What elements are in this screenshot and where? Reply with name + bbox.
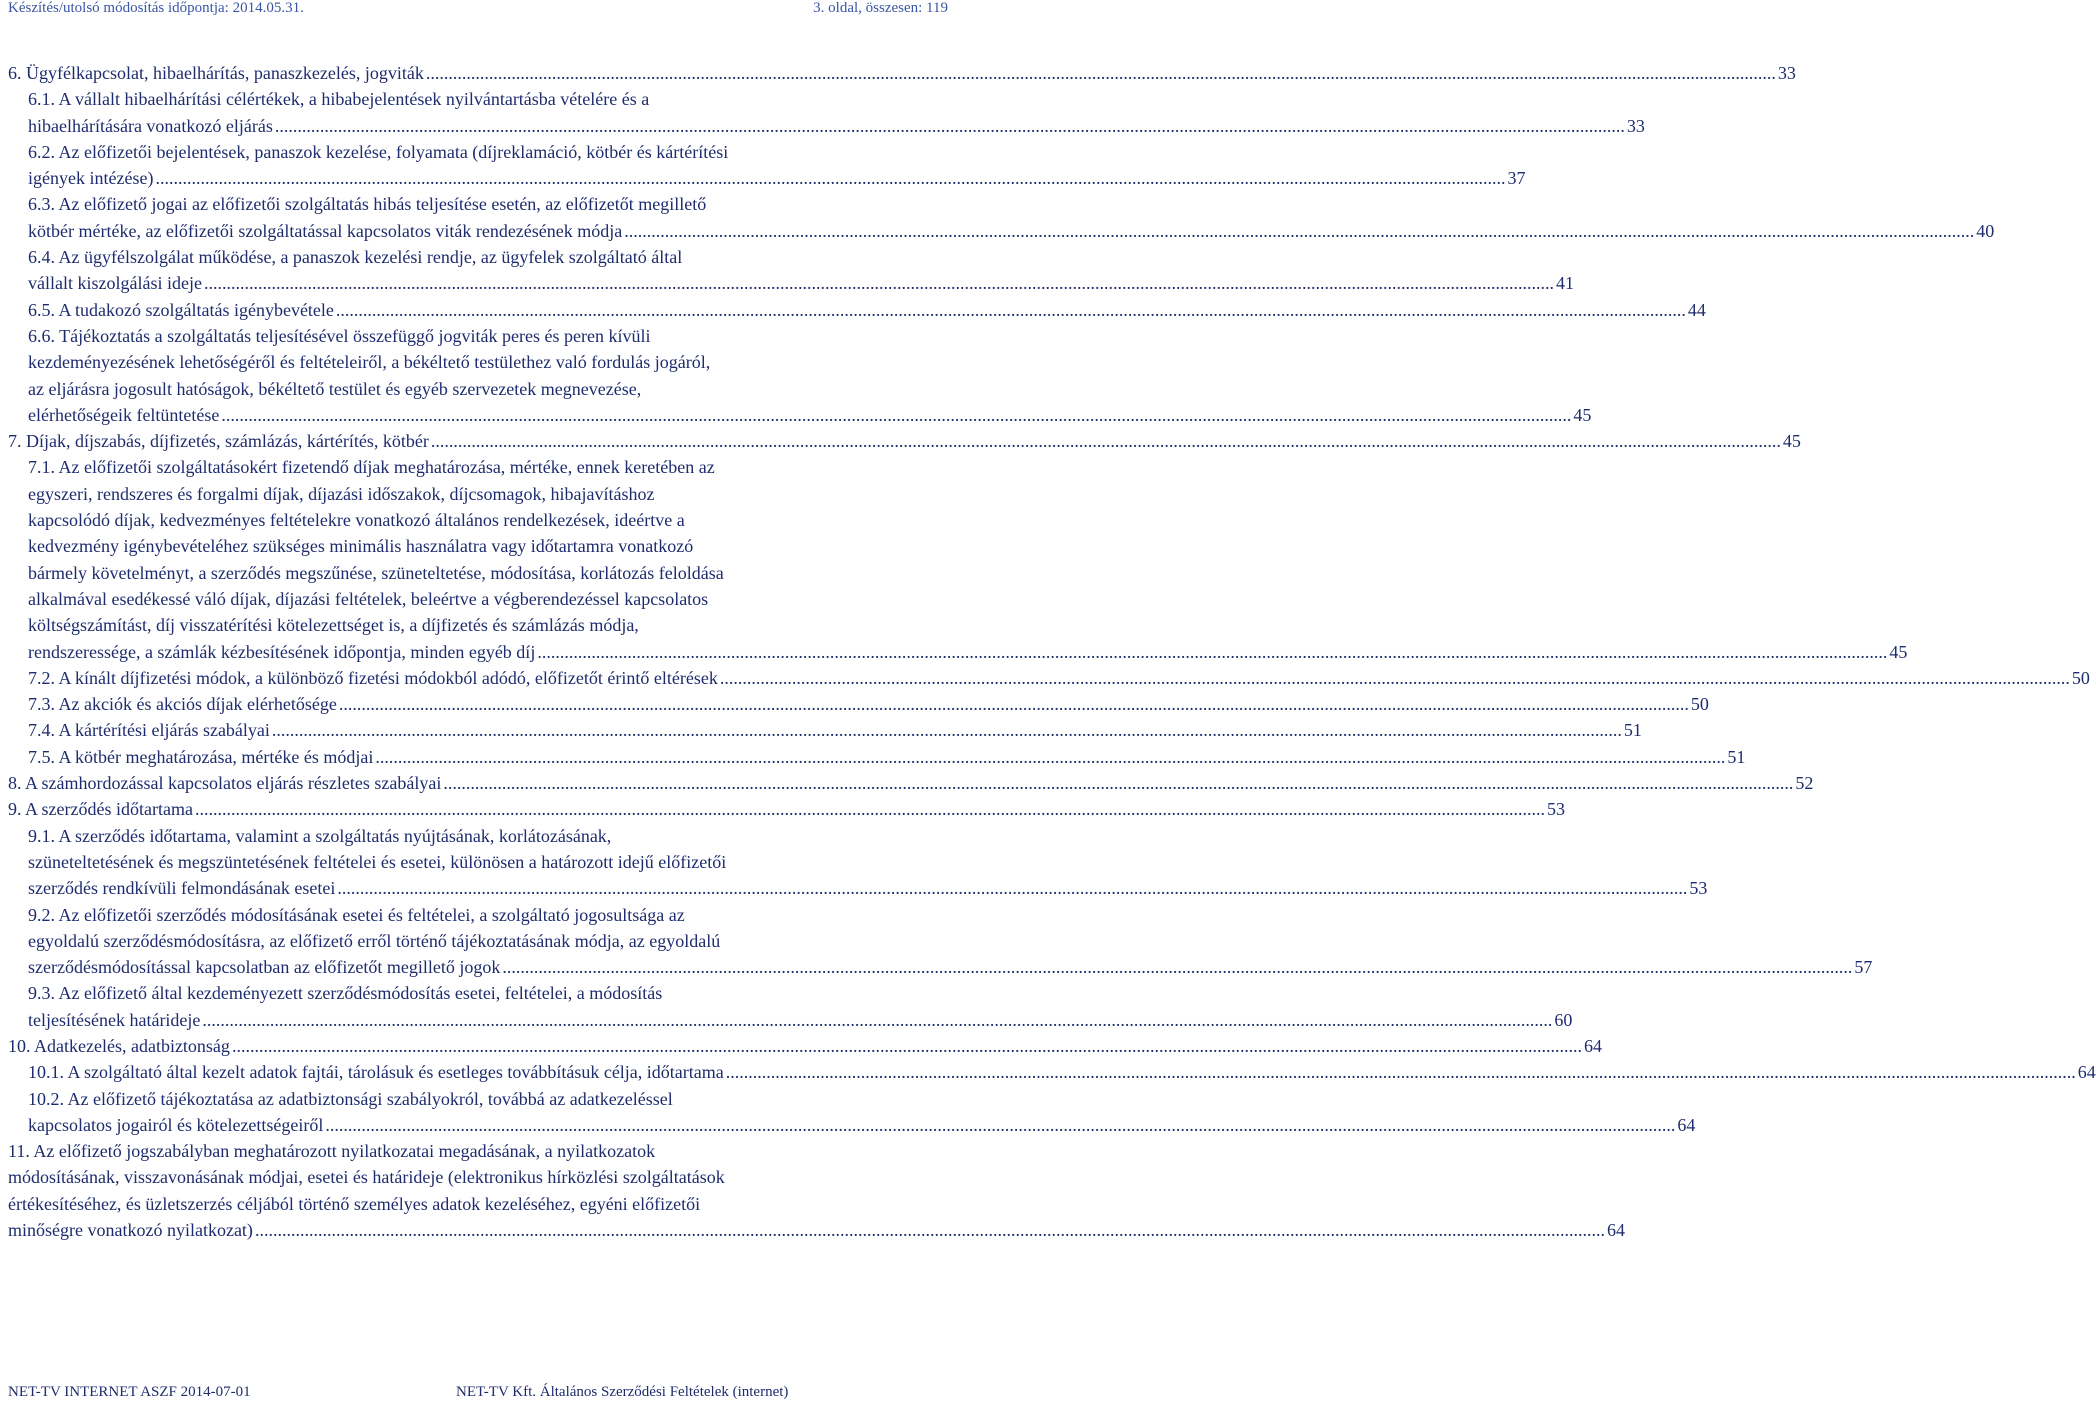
toc-entry-title: 6.5. A tudakozó szolgáltatás igénybevétele bbox=[28, 299, 334, 320]
toc-entry[interactable] bbox=[0, 323, 1592, 428]
toc-entry-title: igények intézése) bbox=[28, 168, 154, 189]
toc-dot-leader: ............................................................................................................................................................................................................................................................................................................ bbox=[502, 957, 1853, 978]
toc-entry[interactable] bbox=[0, 902, 1873, 981]
toc-dot-leader: ............................................................................................................................................................................................................................................................................................................ bbox=[335, 299, 1686, 320]
toc-page-number: 57 bbox=[1854, 957, 1873, 978]
toc-dot-leader: ............................................................................................................................................................................................................................................................................................................ bbox=[202, 1009, 1553, 1030]
toc-entry-title: 7.2. A kínált díjfizetési módok, a különböző fizetési módokból adódó, előfizetőt érintő eltérések bbox=[28, 667, 718, 688]
footer-doc-title: NET-TV Kft. Általános Szerződési Feltételek (internet) bbox=[456, 1384, 789, 1400]
toc-dot-leader: ............................................................................................................................................................................................................................................................................................................ bbox=[274, 115, 1625, 136]
toc-entry-text-line: alkalmával esedékessé váló díjak, díjazási feltételek, beleértve a végberendezéssel kapcsolatos bbox=[28, 588, 709, 609]
toc-page-number: 45 bbox=[1782, 431, 1801, 452]
footer-doc-id: NET-TV INTERNET ASZF 2014-07-01 bbox=[8, 1384, 251, 1400]
toc-page-number: 41 bbox=[1555, 273, 1574, 294]
toc-entry-text-line: 6.1. A vállalt hibaelhárítási célértékek, a hibabejelentések nyilvántartásba vételére és a bbox=[28, 89, 650, 110]
page-footer bbox=[0, 1384, 960, 1406]
toc-page-number: 64 bbox=[1677, 1114, 1696, 1135]
toc-entry[interactable] bbox=[0, 428, 1801, 454]
toc-entry-text-line: egyoldalú szerződésmódosításra, az előfizető erről történő tájékoztatásának módja, az egyoldalú bbox=[28, 930, 721, 951]
toc-dot-leader: ............................................................................................................................................................................................................................................................................................................ bbox=[271, 720, 1622, 741]
toc-dot-leader: ............................................................................................................................................................................................................................................................................................................ bbox=[203, 273, 1554, 294]
toc-page-number: 50 bbox=[1690, 694, 1709, 715]
toc-dot-leader: ............................................................................................................................................................................................................................................................................................................ bbox=[254, 1220, 1605, 1241]
toc-entry[interactable] bbox=[0, 1138, 1625, 1243]
toc-entry-text-line: 7.1. Az előfizetői szolgáltatásokért fizetendő díjak meghatározása, mértéke, ennek keretében az bbox=[28, 457, 715, 478]
toc-dot-leader: ............................................................................................................................................................................................................................................................................................................ bbox=[221, 404, 1572, 425]
toc-page-number: 52 bbox=[1795, 773, 1814, 794]
toc-entry[interactable] bbox=[0, 1086, 1696, 1139]
toc-dot-leader: ............................................................................................................................................................................................................................................................................................................ bbox=[425, 63, 1776, 83]
toc-entry-text-line: az eljárásra jogosult hatóságok, békéltető testület és egyéb szervezetek megnevezése, bbox=[28, 378, 642, 399]
toc-dot-leader: ............................................................................................................................................................................................................................................................................................................ bbox=[725, 1062, 2076, 1083]
toc-entry[interactable] bbox=[0, 191, 1995, 244]
toc-dot-leader: ............................................................................................................................................................................................................................................................................................................ bbox=[194, 799, 1545, 820]
toc-dot-leader: ............................................................................................................................................................................................................................................................................................................ bbox=[443, 773, 1794, 794]
toc-entry-title: rendszeressége, a számlák kézbesítésének időpontja, minden egyéb díj bbox=[28, 641, 536, 662]
toc-entry-title: 9. A szerződés időtartama bbox=[8, 799, 193, 820]
toc-entry[interactable] bbox=[0, 1033, 1602, 1059]
toc-entry[interactable] bbox=[0, 86, 1645, 139]
toc-entry[interactable] bbox=[0, 770, 1814, 796]
toc-page-number: 45 bbox=[1573, 404, 1592, 425]
header-timestamp: Készítés/utolsó módosítás időpontja: 2014.05.31. bbox=[8, 0, 304, 16]
toc-dot-leader: ............................................................................................................................................................................................................................................................................................................ bbox=[719, 667, 2070, 688]
toc-dot-leader: ............................................................................................................................................................................................................................................................................................................ bbox=[155, 168, 1506, 189]
page-header bbox=[0, 0, 960, 22]
toc-page-number: 51 bbox=[1623, 720, 1642, 741]
toc-page-number: 60 bbox=[1554, 1009, 1573, 1030]
toc-dot-leader: ............................................................................................................................................................................................................................................................................................................ bbox=[430, 431, 1781, 452]
toc-entry-text-line: kezdeményezésének lehetőségéről és feltételeiről, a békéltető testülethez való fordulás jogáról, bbox=[28, 352, 711, 373]
toc-entry[interactable] bbox=[0, 665, 2090, 691]
toc-entry-text-line: 9.3. Az előfizető által kezdeményezett szerződésmódosítás esetei, feltételei, a módosítás bbox=[28, 983, 663, 1004]
toc-page-number: 53 bbox=[1689, 878, 1708, 899]
toc-entry[interactable] bbox=[0, 744, 1746, 770]
toc-entry-title: 7.3. Az akciók és akciós díjak elérhetősége bbox=[28, 694, 337, 715]
toc-entry-title: 7.4. A kártérítési eljárás szabályai bbox=[28, 720, 270, 741]
toc-page-number: 45 bbox=[1889, 641, 1908, 662]
toc-entry[interactable] bbox=[0, 454, 1908, 664]
toc-entry-title: 10.1. A szolgáltató által kezelt adatok fajtái, tárolásuk és esetleges továbbításuk célja, időtartama bbox=[28, 1062, 724, 1083]
toc-entry-text-line: 10.2. Az előfizető tájékoztatása az adatbiztonsági szabályokról, továbbá az adatkezeléssel bbox=[28, 1088, 673, 1109]
toc-page-number: 50 bbox=[2071, 667, 2090, 688]
toc-entry-title: szerződésmódosítással kapcsolatban az előfizetőt megillető jogok bbox=[28, 957, 501, 978]
toc-entry-text-line: kapcsolódó díjak, kedvezményes feltételekre vonatkozó általános rendelkezések, ideértve a bbox=[28, 510, 685, 531]
toc-entry[interactable] bbox=[0, 691, 1709, 717]
toc-dot-leader: ............................................................................................................................................................................................................................................................................................................ bbox=[338, 694, 1689, 715]
toc-dot-leader: ............................................................................................................................................................................................................................................................................................................ bbox=[337, 878, 1688, 899]
toc-entry-text-line: bármely követelményt, a szerződés megszűnése, szüneteltetése, módosítása, korlátozás feloldása bbox=[28, 562, 724, 583]
toc-entry-text-line: 9.2. Az előfizetői szerződés módosításának esetei és feltételei, a szolgáltató jogosultsága az bbox=[28, 904, 685, 925]
toc-entry[interactable] bbox=[0, 244, 1574, 297]
toc-entry-title: kapcsolatos jogairól és kötelezettségeiről bbox=[28, 1114, 324, 1135]
toc-page-number: 53 bbox=[1546, 799, 1565, 820]
toc-entry-text-line: 11. Az előfizető jogszabályban meghatározott nyilatkozatai megadásának, a nyilatkozatok bbox=[8, 1141, 656, 1162]
toc-entry-text-line: 6.3. Az előfizető jogai az előfizetői szolgáltatás hibás teljesítése esetén, az előfizetőt megillető bbox=[28, 194, 707, 215]
toc-entry[interactable] bbox=[0, 980, 1573, 1033]
header-page-count: 3. oldal, összesen: 119 bbox=[813, 0, 948, 16]
toc-entry-title: 6. Ügyfélkapcsolat, hibaelhárítás, panaszkezelés, jogviták bbox=[8, 63, 424, 83]
toc-dot-leader: ............................................................................................................................................................................................................................................................................................................ bbox=[325, 1114, 1676, 1135]
toc-entry-text-line: költségszámítást, díj visszatérítési kötelezettséget is, a díjfizetés és számlázás módja, bbox=[28, 615, 639, 636]
toc-entry-title: teljesítésének határideje bbox=[28, 1009, 201, 1030]
toc-entry-text-line: 6.6. Tájékoztatás a szolgáltatás teljesítésével összefüggő jogviták peres és peren kívüli bbox=[28, 325, 651, 346]
toc-entry[interactable] bbox=[0, 823, 1708, 902]
toc-dot-leader: ............................................................................................................................................................................................................................................................................................................ bbox=[624, 220, 1975, 241]
toc-entry[interactable] bbox=[0, 60, 1796, 86]
toc-entry-title: 7. Díjak, díjszabás, díjfizetés, számlázás, kártérítés, kötbér bbox=[8, 431, 429, 452]
toc-entry-text-line: módosításának, visszavonásának módjai, esetei és határideje (elektronikus hírközlési szolgáltatások bbox=[8, 1167, 725, 1188]
toc-entry[interactable] bbox=[0, 297, 1706, 323]
toc-page-number: 64 bbox=[2077, 1062, 2096, 1083]
toc-entry-text-line: kedvezmény igénybevételéhez szükséges minimális használatra vagy időtartamra vonatkozó bbox=[28, 536, 694, 557]
toc-page-number: 51 bbox=[1727, 746, 1746, 767]
toc-entry-title: vállalt kiszolgálási ideje bbox=[28, 273, 202, 294]
toc-entry-title: elérhetőségeik feltüntetése bbox=[28, 404, 220, 425]
toc-entry[interactable] bbox=[0, 139, 1526, 192]
toc-entry-text-line: 9.1. A szerződés időtartama, valamint a szolgáltatás nyújtásának, korlátozásának, bbox=[28, 825, 612, 846]
toc-entry-title: szerződés rendkívüli felmondásának esetei bbox=[28, 878, 336, 899]
toc-entry-text-line: 6.4. Az ügyfélszolgálat működése, a panaszok kezelési rendje, az ügyfelek szolgáltató által bbox=[28, 247, 683, 268]
toc-dot-leader: ............................................................................................................................................................................................................................................................................................................ bbox=[231, 1035, 1582, 1056]
toc-entry[interactable] bbox=[0, 796, 1565, 822]
toc-entry-text-line: szüneteltetésének és megszüntetésének feltételei és esetei, különösen a határozott idejű előfizetői bbox=[28, 851, 727, 872]
toc-entry-title: 8. A számhordozással kapcsolatos eljárás részletes szabályai bbox=[8, 773, 442, 794]
toc-page-number: 33 bbox=[1777, 63, 1796, 83]
toc-entry-text-line: értékesítéséhez, és üzletszerzés céljából történő személyes adatok kezeléséhez, egyéni előfizetői bbox=[8, 1193, 701, 1214]
toc-page-number: 64 bbox=[1606, 1220, 1625, 1241]
toc-entry-title: hibaelhárítására vonatkozó eljárás bbox=[28, 115, 273, 136]
toc-dot-leader: ............................................................................................................................................................................................................................................................................................................ bbox=[375, 746, 1726, 767]
toc-entry[interactable] bbox=[0, 1059, 2096, 1085]
toc-entry[interactable] bbox=[0, 717, 1642, 743]
toc-entry-title: 7.5. A kötbér meghatározása, mértéke és módjai bbox=[28, 746, 374, 767]
toc-entry-title: minőségre vonatkozó nyilatkozat) bbox=[8, 1220, 253, 1241]
toc-entry-title: 10. Adatkezelés, adatbiztonság bbox=[8, 1035, 230, 1056]
toc-entry-text-line: 6.2. Az előfizetői bejelentések, panaszok kezelése, folyamata (díjreklamáció, kötbér és kártérítési bbox=[28, 141, 729, 162]
toc-page-number: 33 bbox=[1626, 115, 1645, 136]
toc-page-number: 64 bbox=[1583, 1035, 1602, 1056]
toc-page-number: 37 bbox=[1507, 168, 1526, 189]
table-of-contents bbox=[0, 60, 2096, 1243]
toc-page-number: 40 bbox=[1976, 220, 1995, 241]
toc-entry-title: kötbér mértéke, az előfizetői szolgáltatással kapcsolatos viták rendezésének módja bbox=[28, 220, 623, 241]
toc-entry-text-line: egyszeri, rendszeres és forgalmi díjak, díjazási időszakok, díjcsomagok, hibajavításhoz bbox=[28, 483, 655, 504]
toc-dot-leader: ............................................................................................................................................................................................................................................................................................................ bbox=[537, 641, 1888, 662]
toc-page-number: 44 bbox=[1687, 299, 1706, 320]
